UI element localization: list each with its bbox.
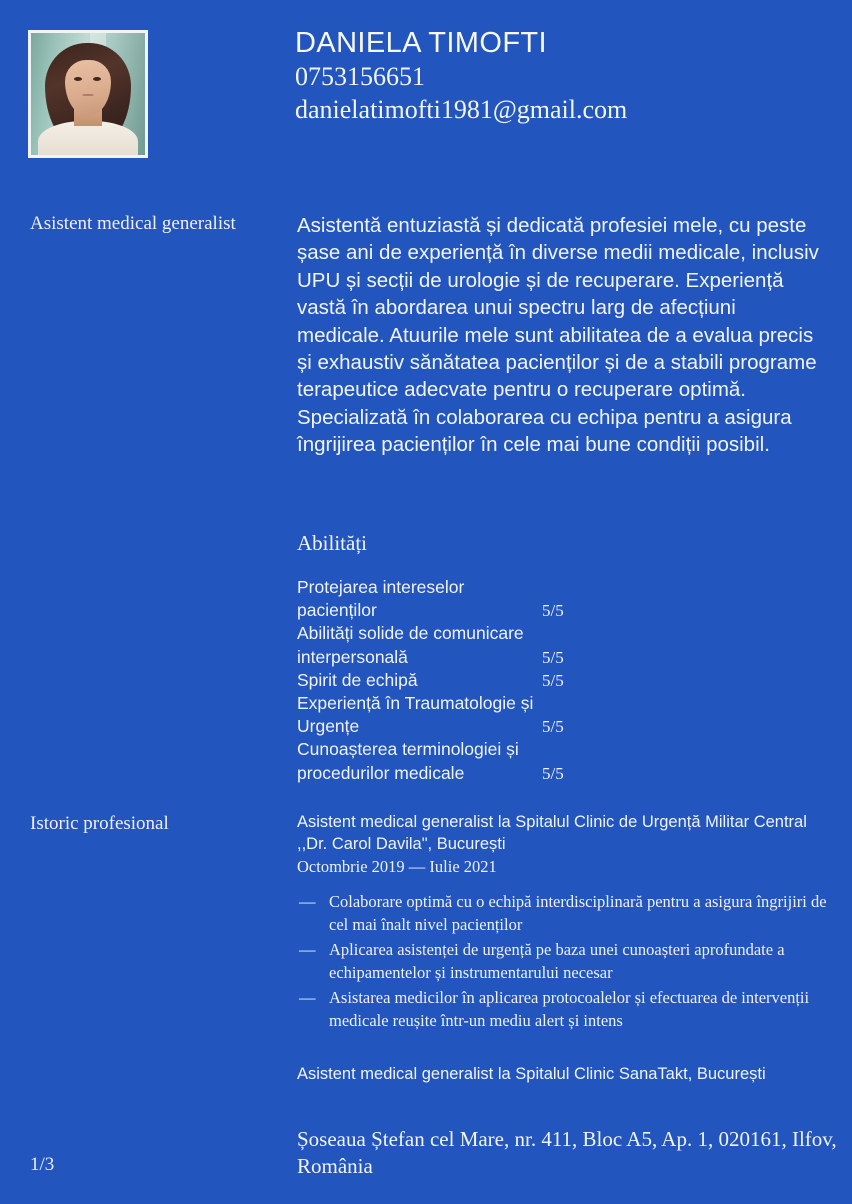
skill-rating: 5/5 <box>542 670 564 690</box>
table-row <box>297 669 827 692</box>
header-text-block <box>295 26 835 126</box>
em-dash-icon: — <box>299 940 316 959</box>
experience-content <box>297 812 827 1086</box>
cv-footer <box>0 1108 852 1204</box>
job-title: Asistent medical generalist la Spitalul Clinic SanaTakt, București <box>297 1065 766 1083</box>
page-number: 1/3 <box>30 1154 55 1175</box>
job-dates: Octombrie 2019 — Iulie 2021 <box>297 857 497 876</box>
job-entry <box>297 812 827 1032</box>
table-row <box>297 738 827 784</box>
skills-table-body <box>297 576 827 785</box>
cv-header <box>0 0 852 190</box>
page-title: DANIELA TIMOFTI <box>295 27 548 59</box>
avatar <box>28 30 148 158</box>
em-dash-icon: — <box>299 892 316 911</box>
job-title: Asistent medical generalist la Spitalul Clinic de Urgență Militar Central ,,Dr. Carol Davila", București <box>297 813 807 853</box>
skill-rating: 5/5 <box>542 763 564 783</box>
list-item-text: Aplicarea asistenței de urgență pe baza unei cunoașteri aprofundate a echipamentelor și instrumentarului necesar <box>329 940 785 982</box>
skills-table <box>297 576 827 785</box>
skills-content <box>297 530 827 785</box>
job-entry <box>297 1064 827 1086</box>
summary-side-label: Asistent medical generalist <box>30 213 236 234</box>
list-item-text: Colaborare optimă cu o echipă interdisciplinară pentru a asigura îngrijiri de cel mai înalt nivel pacienților <box>329 892 827 934</box>
job-bullet-list <box>297 891 827 1032</box>
skill-name: Spirit de echipă <box>297 669 418 690</box>
em-dash-icon: — <box>299 988 316 1007</box>
skill-name: Protejarea intereselor pacienților <box>297 577 465 621</box>
list-item <box>297 939 827 984</box>
email-address: danielatimofti1981@gmail.com <box>295 95 628 124</box>
skill-rating: 5/5 <box>542 717 564 737</box>
table-row <box>297 692 827 738</box>
summary-paragraph: Asistentă entuziastă și dedicată profesiei mele, cu peste șase ani de experiență în diverse medii medicale, inclusiv UPU și secții de urologie și de recuperare. Experiență vastă în abordarea unui spectru larg de afecțiuni medicale. Atuurile mele sunt abilitatea de a evalua precis și exhaustiv sănătatea pacienților și de a stabili programe terapeutice adecvate pentru o recuperare optimă. Specializată în colaborarea cu echipa pentru a asigura îngrijirea pacienților în cele mai bune condiții posibil. <box>297 214 819 457</box>
experience-side-label: Istoric profesional <box>30 813 169 834</box>
list-item-text: Asistarea medicilor în aplicarea protocoalelor și efectuarea de intervenții medicale reușite într-un mediu alert și intens <box>329 988 810 1030</box>
table-row <box>297 576 827 622</box>
table-row <box>297 622 827 668</box>
phone-number: 0753156651 <box>295 62 425 91</box>
list-item <box>297 891 827 936</box>
skill-name: Cunoașterea terminologiei și procedurilor medicale <box>297 739 519 783</box>
summary-content <box>297 212 827 459</box>
photo-eye-right <box>93 77 101 81</box>
skill-name: Abilități solide de comunicare interpersonală <box>297 623 524 667</box>
skill-rating: 5/5 <box>542 601 564 621</box>
footer-address: Șoseaua Ștefan cel Mare, nr. 411, Bloc A5, Ap. 1, 020161, Ilfov, România <box>297 1127 837 1178</box>
photo-eye-left <box>74 77 82 81</box>
skill-rating: 5/5 <box>542 647 564 667</box>
skill-name: Experiență în Traumatologie și Urgențe <box>297 693 534 737</box>
photo-clothing <box>38 121 138 155</box>
list-item <box>297 987 827 1032</box>
skills-heading: Abilități <box>297 531 367 555</box>
